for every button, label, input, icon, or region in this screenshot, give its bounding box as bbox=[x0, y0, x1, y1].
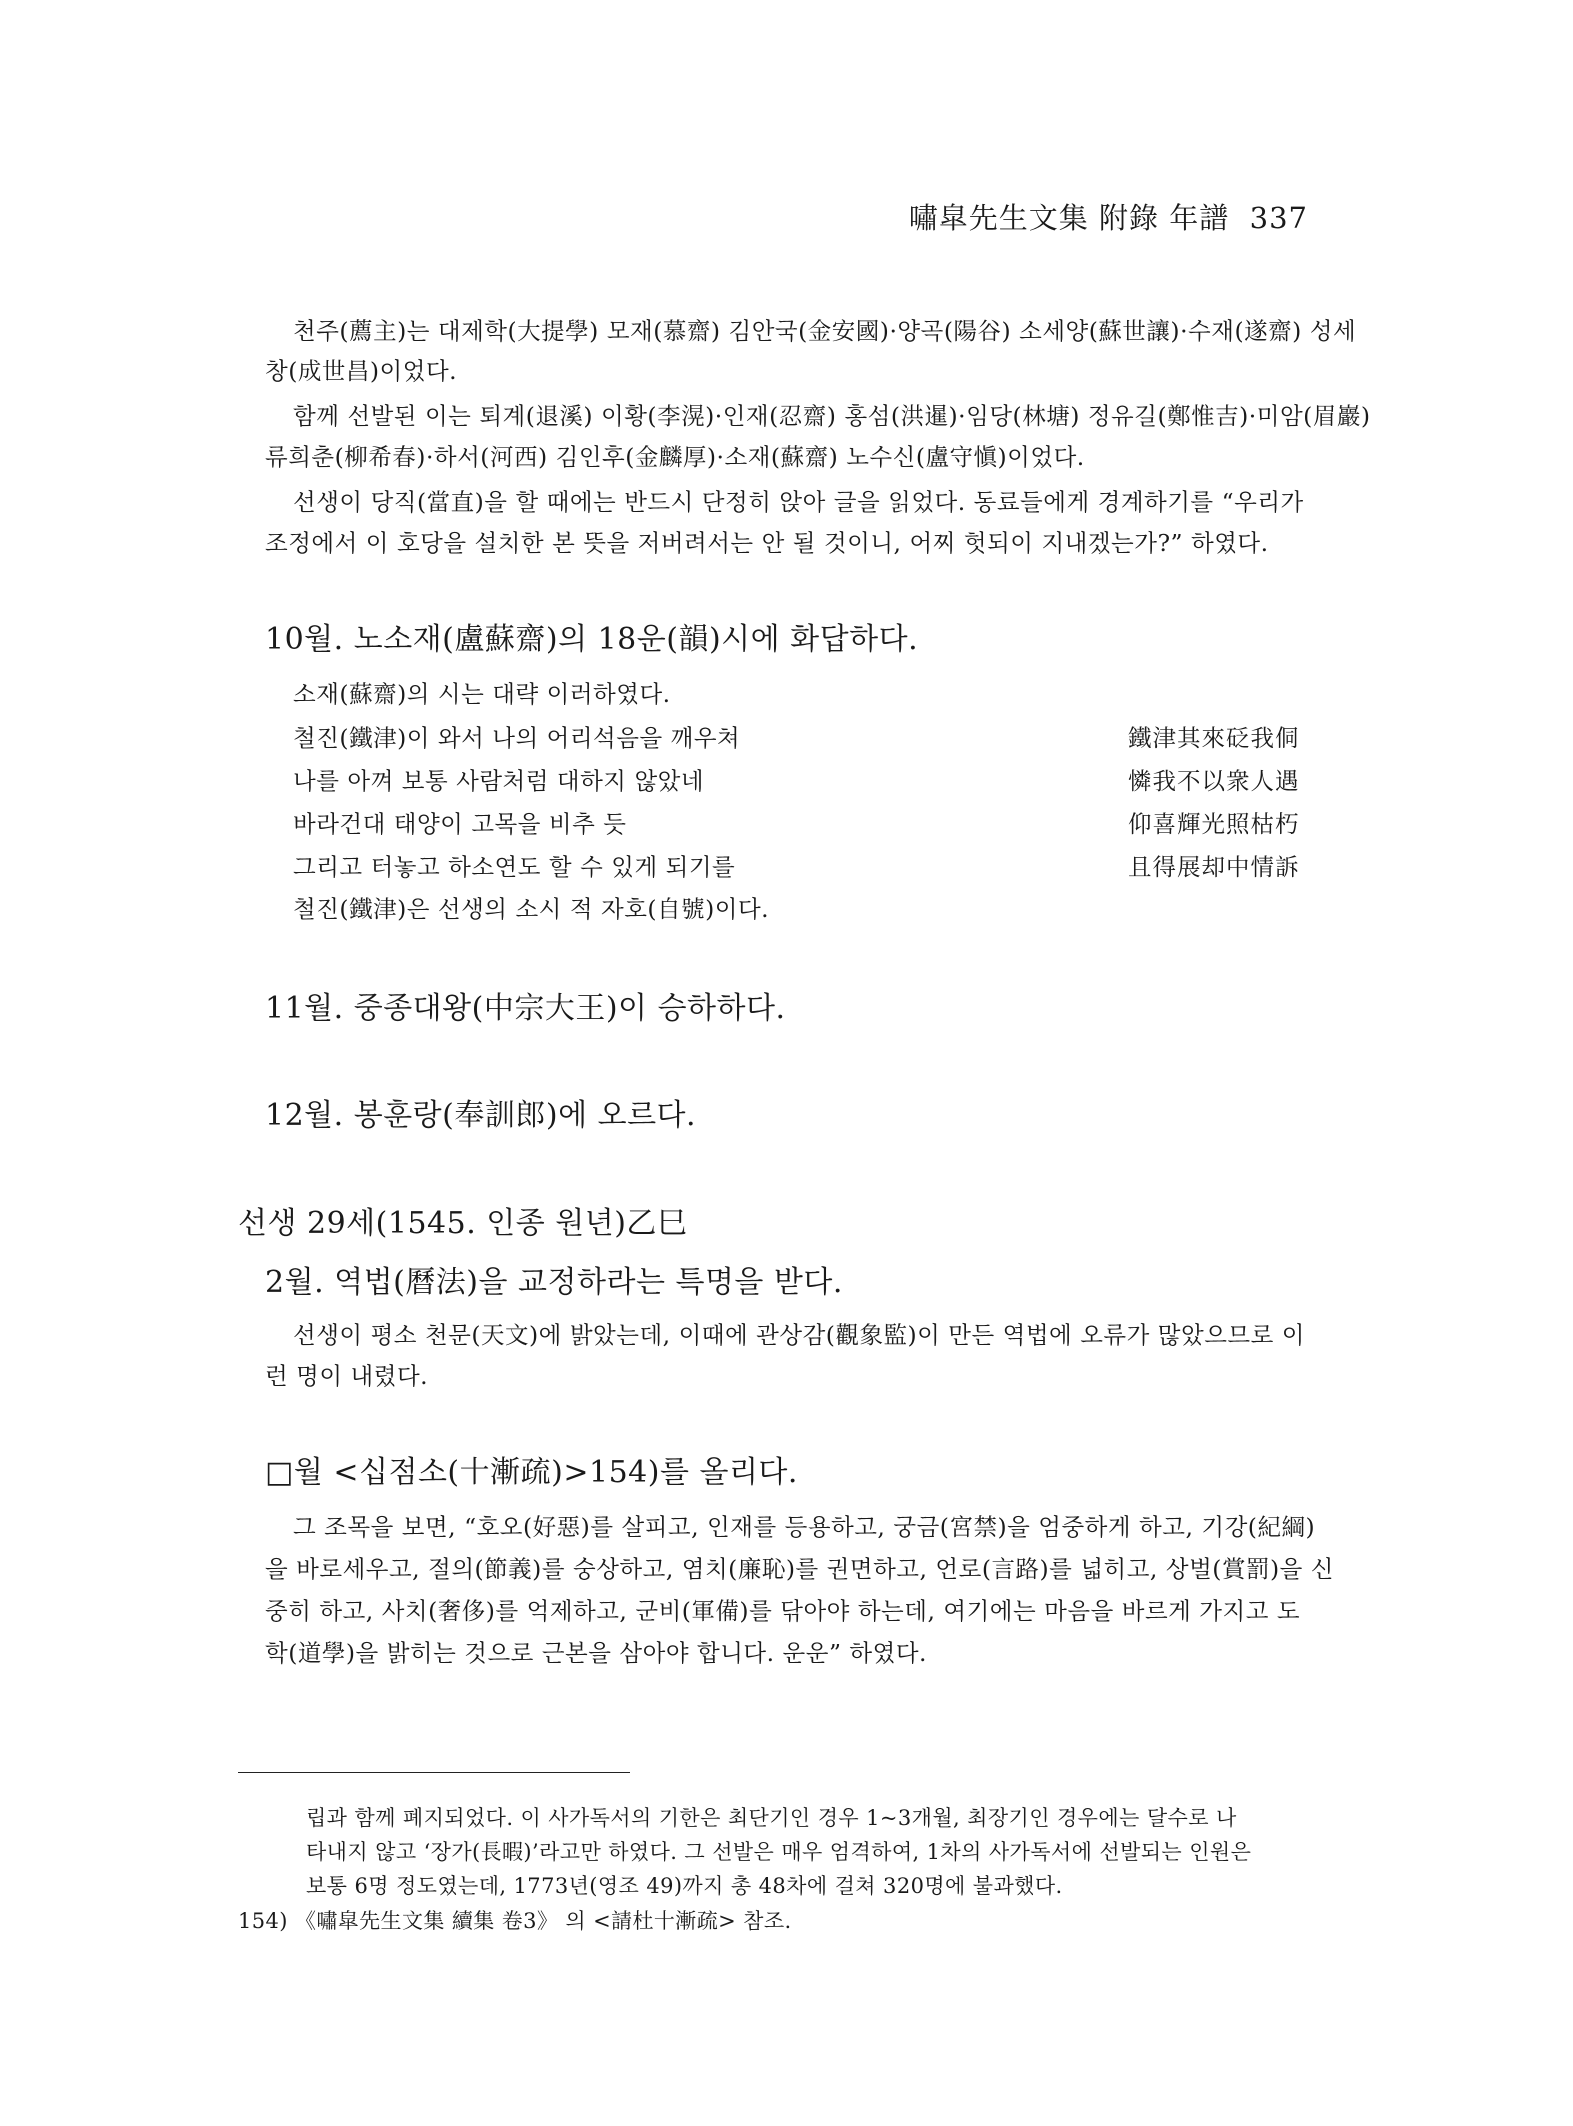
entry-heading-october: 10월. 노소재(盧蘇齋)의 18운(韻)시에 화답하다. bbox=[265, 622, 919, 657]
paragraph-line: 천주(薦主)는 대제학(大提學) 모재(慕齋) 김안국(金安國)·양곡(陽谷) 소세양(蘇世讓)·수재(遂齋) 성세 bbox=[293, 317, 1357, 345]
poem-line-hanja: 憐我不以衆人遇 bbox=[1128, 767, 1300, 795]
page-number: 337 bbox=[1249, 201, 1308, 235]
footnote-line: 보통 6명 정도였는데, 1773년(영조 49)까지 총 48차에 걸쳐 320명에 불과했다. bbox=[306, 1874, 1063, 1898]
poem-line-korean: 바라건대 태양이 고목을 비추 듯 bbox=[293, 810, 627, 838]
paragraph-line: 함께 선발된 이는 퇴계(退溪) 이황(李滉)·인재(忍齋) 홍섬(洪暹)·임당(林塘) 정유길(鄭惟吉)·미암(眉巖) bbox=[293, 402, 1371, 430]
poem-note: 철진(鐵津)은 선생의 소시 적 자호(自號)이다. bbox=[293, 895, 770, 923]
paragraph-line: 창(成世昌)이었다. bbox=[265, 357, 458, 385]
entry-heading-ten-gradual-memorial: □월 <십점소(十漸疏)>154)를 올리다. bbox=[265, 1455, 798, 1490]
entry-heading-november: 11월. 중종대왕(中宗大王)이 승하하다. bbox=[265, 991, 786, 1026]
poem-line-korean: 그리고 터놓고 하소연도 할 수 있게 되기를 bbox=[293, 853, 736, 881]
paragraph-line: 류희춘(柳希春)·하서(河西) 김인후(金麟厚)·소재(蘇齋) 노수신(盧守愼)이었다. bbox=[265, 443, 1085, 471]
footnote-line: 타내지 않고 ‘장가(長暇)’라고만 하였다. 그 선발은 매우 엄격하여, 1차의 사가독서에 선발되는 인원은 bbox=[306, 1840, 1252, 1864]
paragraph-line: 런 명이 내렸다. bbox=[265, 1362, 429, 1390]
poem-line-hanja: 且得展却中情訴 bbox=[1128, 853, 1300, 881]
entry-heading-december: 12월. 봉훈랑(奉訓郎)에 오르다. bbox=[265, 1098, 697, 1133]
poem-line-hanja: 鐵津其來砭我侗 bbox=[1128, 724, 1300, 752]
poem-lead: 소재(蘇齋)의 시는 대략 이러하였다. bbox=[293, 680, 671, 708]
paragraph-line: 중히 하고, 사치(奢侈)를 억제하고, 군비(軍備)를 닦아야 하는데, 여기에는 마음을 바르게 가지고 도 bbox=[265, 1597, 1301, 1625]
paragraph-line: 선생이 당직(當直)을 할 때에는 반드시 단정히 앉아 글을 읽었다. 동료들에게 경계하기를 “우리가 bbox=[293, 488, 1304, 516]
paragraph-line: 그 조목을 보면, “호오(好惡)를 살피고, 인재를 등용하고, 궁금(宮禁)을 엄중하게 하고, 기강(紀綱) bbox=[293, 1513, 1316, 1541]
footnote-154: 154) 《嘯皐先生文集 續集 卷3》 의 <請杜十漸疏> 참조. bbox=[238, 1909, 792, 1933]
header-title: 嘯皐先生文集 附錄 年譜 bbox=[908, 201, 1230, 235]
paragraph-line: 조정에서 이 호당을 설치한 본 뜻을 저버려서는 안 될 것이니, 어찌 헛되이 지내겠는가?” 하였다. bbox=[265, 529, 1269, 557]
year-section-heading: 선생 29세(1545. 인종 원년)乙巳 bbox=[238, 1206, 688, 1241]
paragraph-line: 학(道學)을 밝히는 것으로 근본을 삼아야 합니다. 운운” 하였다. bbox=[265, 1639, 928, 1667]
footnote-divider bbox=[238, 1772, 630, 1773]
paragraph-line: 선생이 평소 천문(天文)에 밝았는데, 이때에 관상감(觀象監)이 만든 역법에 오류가 많았으므로 이 bbox=[293, 1321, 1305, 1349]
poem-line-korean: 철진(鐵津)이 와서 나의 어리석음을 깨우쳐 bbox=[293, 724, 741, 752]
paragraph-line: 을 바로세우고, 절의(節義)를 숭상하고, 염치(廉恥)를 권면하고, 언로(言路)를 넓히고, 상벌(賞罰)을 신 bbox=[265, 1555, 1334, 1583]
poem-line-hanja: 仰喜輝光照枯朽 bbox=[1128, 810, 1300, 838]
entry-heading-february: 2월. 역법(曆法)을 교정하라는 특명을 받다. bbox=[265, 1265, 843, 1300]
footnote-line: 립과 함께 폐지되었다. 이 사가독서의 기한은 최단기인 경우 1~3개월, 최장기인 경우에는 달수로 나 bbox=[306, 1806, 1237, 1830]
poem-line-korean: 나를 아껴 보통 사람처럼 대하지 않았네 bbox=[293, 767, 705, 795]
running-header bbox=[909, 196, 1308, 237]
